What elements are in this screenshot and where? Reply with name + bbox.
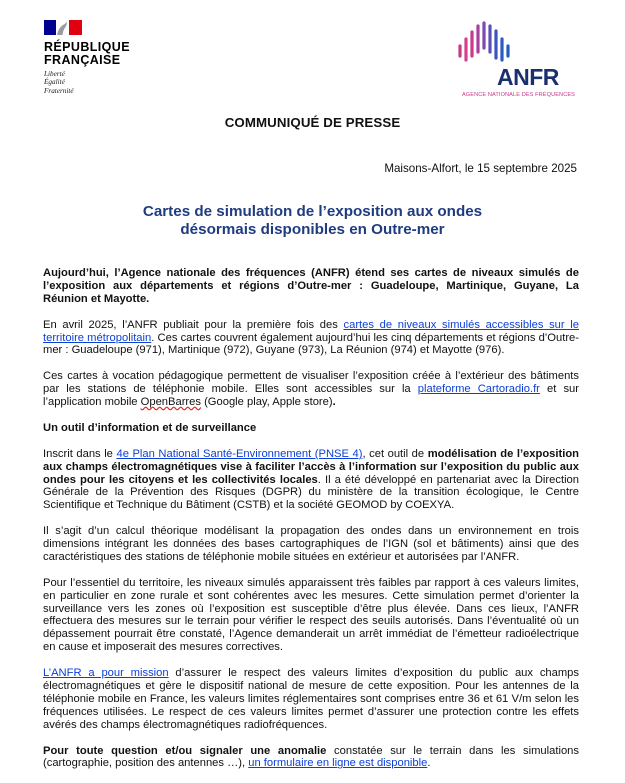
paragraph-theoretical-calc: Il s’agit d’un calcul théorique modélisant la propagation des ondes dans un environnement en trois dimensions intégrant les données des bases cartographiques de l’IGN (sol et bâtiments) ainsi que des caractéristiques des stations de téléphonie mobile situées en extérieur et autorisées par l’ANFR. (43, 525, 579, 563)
paragraph-contact (43, 745, 579, 771)
anfr-subtitle: AGENCE NATIONALE DES FRÉQUENCES (461, 92, 575, 98)
anfr-wordmark: ANFR (497, 64, 559, 90)
p1-pre: En avril 2025, l’ANFR publiait pour la première fois des (43, 318, 344, 331)
p2-mid: et sur l’application mobile (43, 383, 579, 409)
rf-line-2: FRANÇAISE (44, 53, 121, 67)
openbarres-app-name: OpenBarres (140, 396, 201, 409)
section-title: Un outil d’information et de surveillance (43, 421, 257, 434)
cartoradio-link[interactable]: plateforme Cartoradio.fr (417, 383, 540, 396)
title-line-2: désormais disponibles en Outre-mer (180, 221, 445, 238)
p3-bold: modélisation de l’exposition aux champs électromagnétiques vise à faciliter l’accès à l’information sur l’exposition du public aux ondes pour les citoyens et les collectivités locales (43, 447, 580, 486)
anfr-logo (455, 20, 575, 100)
p3-pre: Inscrit dans le (43, 447, 117, 460)
p1-post: . Ces cartes couvrent également aujourd’hui les cinq départements et régions d’Outre-mer : Guadeloupe (971), Martinique (972), Guyane (973), La Réunion (974) et Mayotte (976). (43, 331, 579, 357)
title-line-1: Cartes de simulation de l’exposition aux ondes (142, 203, 483, 220)
p3-post: . Il a été développé en partenariat avec la Direction Générale de la Prévention des Risques (DGPR) du ministère de la transition écologique, le Centre Scientifique et Technique du Bâtiment (CSTB) et la société GEOMOD by COEXYA. (43, 473, 579, 512)
intro-paragraph (43, 267, 579, 306)
motto-egalite: Égalité (44, 78, 65, 87)
republique-francaise-logo (44, 20, 154, 95)
paragraph-pnse4 (43, 448, 579, 513)
pnse4-link[interactable]: 4e Plan National Santé-Environnement (PNSE 4) (116, 447, 363, 460)
p7-end: . (427, 757, 431, 770)
online-form-link[interactable]: un formulaire en ligne est disponible (248, 757, 428, 770)
motto-liberte: Liberté (44, 70, 65, 78)
p7-bold: Pour toute question et/ou signaler une anomalie (43, 744, 327, 757)
paragraph-mission (43, 667, 579, 732)
app-stores-text: (Google play, Apple store) (200, 396, 333, 409)
waveform-icon (455, 20, 575, 66)
anfr-mission-link[interactable]: L’ANFR a pour mission (43, 667, 169, 680)
motto-fraternite: Fraternité (44, 86, 74, 95)
paragraph-territory: Pour l’essentiel du territoire, les niveaux simulés apparaissent très faibles par rapport à ces valeurs limites, en particulier en zone rurale et sont cohérentes avec les mesures. Cette simulation permet d’orienter la surveillance vers les zones où l’exposition est susceptible d’être plus élevée. Dans ces lieux, l’ANFR effectuera des mesures sur le terrain pour vérifier le respect des seuils autorisés. Dans l’éventualité où un dépassement pourrait être constaté, l’Agence demanderait un arrêt immédiat de l’émetteur radioélectrique en cause et imposerait des mesures correctives. (43, 576, 579, 654)
maps-metropolitan-link[interactable]: cartes de niveaux simulés accessibles sur le territoire métropolitain (43, 318, 580, 344)
press-release-heading: COMMUNIQUÉ DE PRESSE (224, 115, 401, 130)
p2-end: . (332, 396, 336, 409)
intro-text: Aujourd’hui, l’Agence nationale des fréquences (ANFR) étend ses cartes de niveaux simulés de l’exposition aux départements et régions d’Outre-mer : Guadeloupe, Martinique, Guyane, La Réunion et Mayotte. (43, 267, 579, 305)
p2-pre: Ces cartes à vocation pédagogique permettent de visualiser l’exposition créée à l’extérieur des bâtiments par les stations de téléphonie mobile. Elles sont accessibles sur la (43, 370, 579, 396)
p7-mid: constatée sur le terrain dans les simulations (cartographie, position des antennes …), (43, 744, 579, 770)
paragraph-april-2025 (43, 319, 579, 358)
body-content (43, 267, 579, 783)
paragraph-pedagogical (43, 370, 579, 409)
rf-motto (44, 70, 154, 95)
p6-post: d’assurer le respect des valeurs limites d’exposition du public aux champs électromagnétiques et gère le dispositif national de mesure de cette exposition. Pour les antennes de la téléphonie mobile en France, les valeurs limites réglementaires sont comprises entre 36 et 61 V/m selon les fréquences utilisées. Le respect de ces valeurs limites permet d’assurer une protection contre les effets avérés des champs électromagnétiques radiofréquences. (43, 667, 579, 731)
dateline: Maisons-Alfort, le 15 septembre 2025 (384, 162, 577, 175)
rf-line-1: RÉPUBLIQUE (44, 40, 130, 54)
press-release-title (60, 203, 565, 239)
p3-mid: , cet outil de (362, 447, 428, 460)
marianne-flag-icon (44, 20, 82, 35)
